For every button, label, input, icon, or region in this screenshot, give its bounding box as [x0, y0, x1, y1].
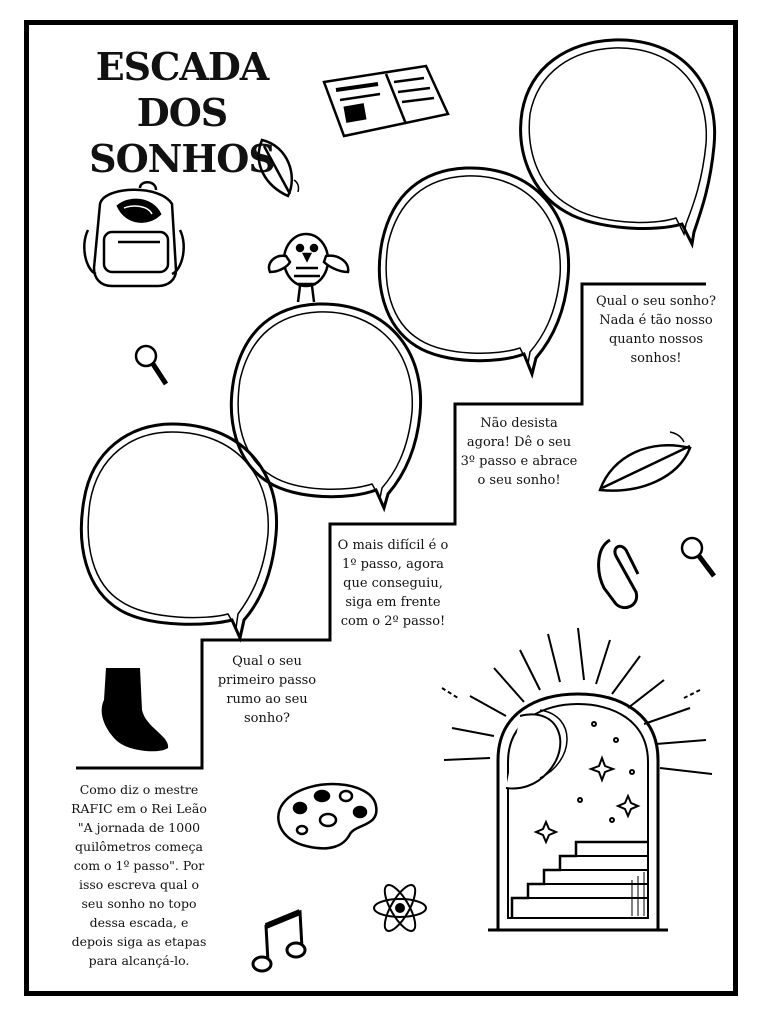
speech-bubble-1 — [81, 424, 276, 638]
step-2-prompt: O mais difícil é o 1º passo, agora que conseguiu, siga em frente com o 2º passo! — [337, 538, 449, 629]
speech-bubble-4 — [521, 40, 715, 244]
bird-icon — [269, 234, 348, 302]
step-3-prompt: Não desista agora! Dê o seu 3º passo e abrace o seu sonho! — [460, 416, 578, 488]
intro-text: Como diz o mestre RAFIC em o Rei Leão "A jornada de 1000 quilômetros começa com o 1º passo". Por isso escreva qual o seu sonho no topo dessa escada, e depois siga as etapas para alcançá-lo. — [71, 782, 207, 968]
leaf-icon-2 — [600, 432, 690, 491]
music-note-icon — [253, 912, 305, 971]
step-1-prompt: Qual o seu primeiro passo rumo ao seu sonho? — [217, 654, 317, 726]
magnifier-icon-2 — [682, 538, 714, 576]
magnifier-icon — [136, 346, 166, 384]
speech-bubble-2 — [231, 304, 420, 508]
paperclip-icon — [599, 540, 638, 608]
atom-icon — [374, 881, 426, 935]
title-line-1: ESCADA DOS — [95, 44, 269, 135]
leaf-icon — [259, 140, 299, 196]
newspaper-icon — [324, 66, 448, 136]
sun-rays — [442, 628, 712, 774]
backpack-icon — [84, 182, 183, 286]
speech-bubble-3 — [379, 168, 568, 374]
palette-icon — [278, 784, 376, 848]
title-line-2: SONHOS — [89, 136, 275, 181]
foot-icon — [102, 668, 168, 751]
step-4-prompt: Qual o seu sonho? Nada é tão nosso quanto nossos sonhos! — [596, 294, 716, 366]
doorway-stairs-icon — [442, 628, 712, 930]
